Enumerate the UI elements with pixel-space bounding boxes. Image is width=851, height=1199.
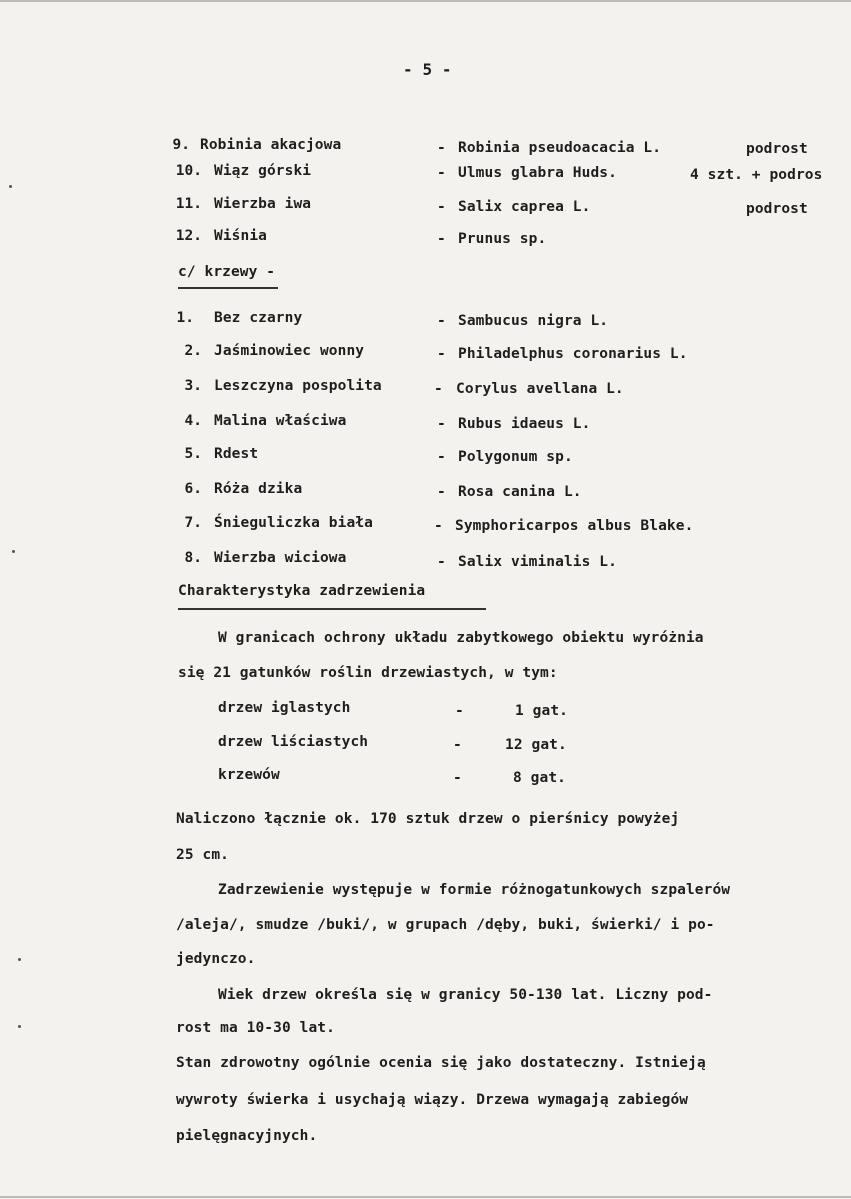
list-item-latin-name: Salix caprea L. — [458, 199, 591, 215]
count-label: krzewów — [218, 767, 280, 783]
list-item-dash: - — [437, 199, 446, 215]
margin-mark — [18, 1025, 21, 1028]
count-dash: - — [453, 737, 462, 753]
list-item-latin-name: Sambucus nigra L. — [458, 313, 609, 329]
list-item-number: 2. — [184, 343, 202, 359]
paragraph-line: Naliczono łącznie ok. 170 sztuk drzew o pierśnicy powyżej — [176, 811, 680, 827]
paragraph-line: Zadrzewienie występuje w formie różnogatunkowych szpalerów — [218, 882, 731, 898]
paragraph-line: W granicach ochrony układu zabytkowego obiektu wyróżnia — [218, 630, 704, 646]
paragraph-line: Stan zdrowotny ogólnie ocenia się jako dostateczny. Istnieją — [176, 1055, 706, 1071]
list-item-dash: - — [437, 140, 446, 156]
list-item-note: 4 szt. + podros — [690, 167, 823, 183]
section-heading: Charakterystyka zadrzewienia — [178, 583, 426, 599]
list-item-polish-name: Malina właściwa — [214, 413, 347, 429]
paragraph-line: wywroty świerka i usychają wiązy. Drzewa wymagają zabiegów — [176, 1092, 689, 1108]
list-item-polish-name: Wiśnia — [214, 228, 267, 244]
count-dash: - — [455, 703, 464, 719]
list-item-number: 1. — [176, 310, 194, 326]
list-item-polish-name: Wierzba wiciowa — [214, 550, 347, 566]
list-item-polish-name: Róża dzika — [214, 481, 303, 497]
list-item-number: 9. — [172, 137, 190, 153]
paragraph-line: rost ma 10-30 lat. — [176, 1020, 335, 1036]
list-item-dash: - — [437, 165, 446, 181]
section-heading-underline — [178, 608, 486, 610]
list-item-latin-name: Rosa canina L. — [458, 484, 582, 500]
list-item-dash: - — [437, 416, 446, 432]
page-edge-top — [0, 0, 851, 2]
paragraph-line: 25 cm. — [176, 847, 229, 863]
list-item-dash: - — [437, 554, 446, 570]
list-item-number: 10. — [175, 163, 202, 179]
shrubs-heading-underline — [178, 287, 278, 289]
list-item-polish-name: Jaśminowiec wonny — [214, 343, 365, 359]
list-item-polish-name: Wierzba iwa — [214, 196, 312, 212]
list-item-number: 11. — [175, 196, 202, 212]
list-item-dash: - — [437, 231, 446, 247]
list-item-number: 4. — [184, 413, 202, 429]
list-item-dash: - — [437, 449, 446, 465]
list-item-polish-name: Robinia akacjowa — [200, 137, 342, 153]
paragraph-line: się 21 gatunków roślin drzewiastych, w tym: — [178, 665, 558, 681]
list-item-latin-name: Robinia pseudoacacia L. — [458, 140, 662, 156]
paragraph-line: /aleja/, smudze /buki/, w grupach /dęby, buki, świerki/ i po- — [176, 917, 715, 933]
shrubs-heading: c/ krzewy - — [178, 264, 276, 280]
paragraph-line: jedynczo. — [176, 951, 256, 967]
list-item-latin-name: Symphoricarpos albus Blake. — [455, 518, 694, 534]
list-item-polish-name: Bez czarny — [214, 310, 303, 326]
count-value: 8 gat. — [513, 770, 566, 786]
count-dash: - — [453, 770, 462, 786]
list-item-latin-name: Rubus idaeus L. — [458, 416, 591, 432]
list-item-note: podrost — [746, 141, 808, 157]
list-item-dash: - — [434, 381, 443, 397]
list-item-latin-name: Polygonum sp. — [458, 449, 573, 465]
paragraph-line: Wiek drzew określa się w granicy 50-130 lat. Liczny pod- — [218, 987, 713, 1003]
list-item-latin-name: Ulmus glabra Huds. — [458, 165, 617, 181]
count-value: 12 gat. — [505, 737, 567, 753]
paragraph-line: pielęgnacyjnych. — [176, 1128, 318, 1144]
margin-mark — [9, 185, 12, 188]
list-item-note: podrost — [746, 201, 808, 217]
margin-mark — [18, 958, 21, 961]
list-item-number: 3. — [184, 378, 202, 394]
count-value: 1 gat. — [515, 703, 568, 719]
page-number: - 5 - — [403, 60, 452, 79]
list-item-number: 12. — [175, 228, 202, 244]
list-item-latin-name: Corylus avellana L. — [456, 381, 624, 397]
list-item-number: 8. — [184, 550, 202, 566]
count-label: drzew iglastych — [218, 700, 351, 716]
list-item-number: 6. — [184, 481, 202, 497]
margin-mark — [12, 550, 15, 553]
page-edge-bottom — [0, 1196, 851, 1198]
list-item-number: 7. — [184, 515, 202, 531]
list-item-polish-name: Leszczyna pospolita — [214, 378, 382, 394]
count-label: drzew liściastych — [218, 734, 369, 750]
list-item-dash: - — [437, 313, 446, 329]
list-item-polish-name: Wiąz górski — [214, 163, 312, 179]
list-item-dash: - — [437, 484, 446, 500]
list-item-latin-name: Philadelphus coronarius L. — [458, 346, 688, 362]
list-item-latin-name: Salix viminalis L. — [458, 554, 617, 570]
list-item-dash: - — [437, 346, 446, 362]
list-item-dash: - — [434, 518, 443, 534]
list-item-number: 5. — [184, 446, 202, 462]
list-item-polish-name: Rdest — [214, 446, 259, 462]
list-item-latin-name: Prunus sp. — [458, 231, 547, 247]
list-item-polish-name: Śnieguliczka biała — [214, 515, 373, 531]
